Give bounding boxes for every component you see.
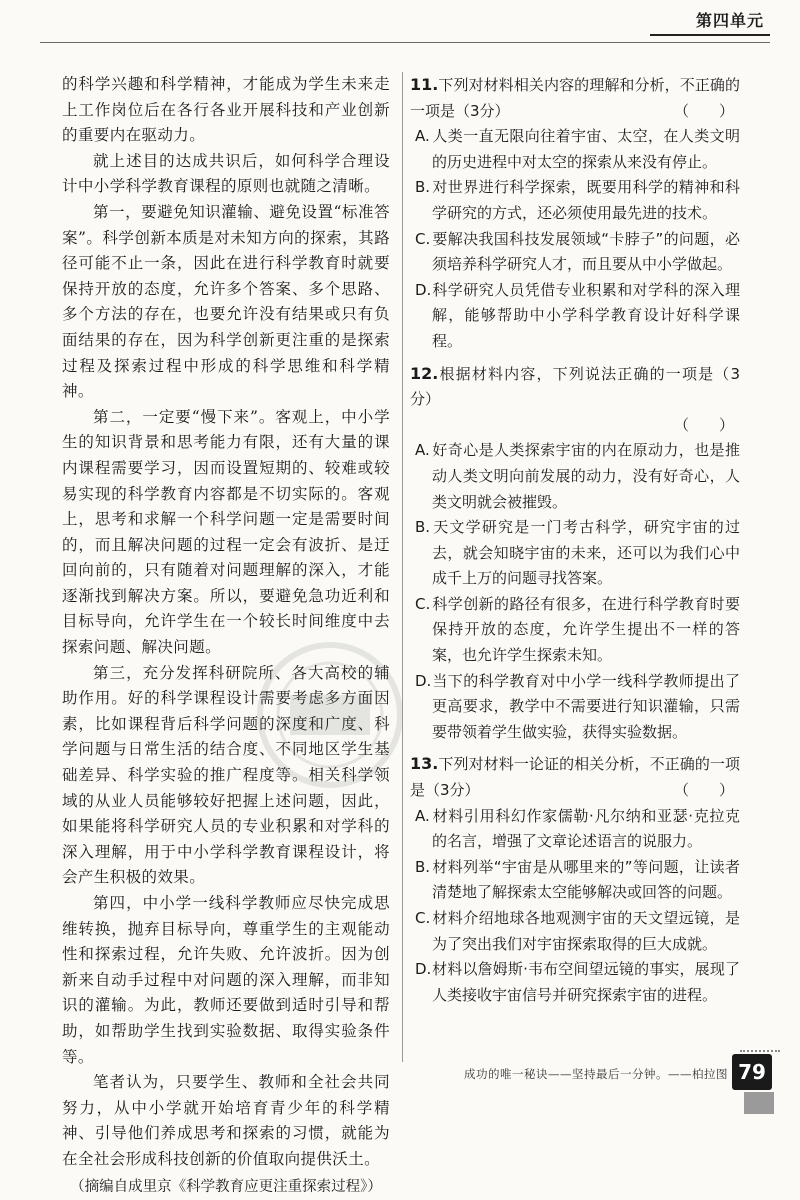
header-accent-rule xyxy=(650,34,770,36)
column-divider xyxy=(402,72,403,1062)
question-number: 12. xyxy=(410,363,439,383)
option-a[interactable] xyxy=(410,804,740,855)
question-number: 11. xyxy=(410,75,439,94)
footer-motto: 成功的唯一秘诀——坚持最后一分钟。——柏拉图 xyxy=(464,1067,728,1081)
option-text: 要解决我国科技发展领域“卡脖子”的问题，必须培养科学研究人才，而且要从中小学做起。 xyxy=(432,229,740,274)
passage-paragraph: 就上述目的达成共识后，如何科学合理设计中小学科学教育课程的原则也就随之清晰。 xyxy=(62,151,390,196)
question-text: 根据材料内容，下列说法正确的一项是（3分） xyxy=(410,364,740,409)
option-text: 材料列举“宇宙是从哪里来的”等问题，让读者清楚地了解探索太空能够解决或回答的问题。 xyxy=(432,857,740,902)
answer-blank[interactable]: （ ） xyxy=(673,101,734,120)
option-c[interactable] xyxy=(410,906,740,957)
option-letter: D. xyxy=(415,960,432,979)
option-text: 当下的科学教育对中小学一线科学教师提出了更高要求，教学中不需要进行知识灌输，只需要带领着学生做实验，获得实验数据。 xyxy=(432,671,740,741)
option-letter: A. xyxy=(415,806,430,825)
unit-header: 第四单元 xyxy=(695,11,764,30)
option-letter: C. xyxy=(415,594,431,613)
option-letter: B. xyxy=(415,178,431,197)
option-c[interactable] xyxy=(410,592,740,669)
answer-blank[interactable]: （ ） xyxy=(673,781,734,800)
option-d[interactable] xyxy=(410,278,740,355)
option-a[interactable] xyxy=(410,124,740,175)
option-letter: B. xyxy=(415,857,431,876)
option-letter: A. xyxy=(415,441,430,460)
passage-paragraph: 第三，充分发挥科研院所、各大高校的辅助作用。好的科学课程设计需要考虑多方面因素，比如课程背后科学问题的深度和广度、科学问题与日常生活的结合度、不同地区学生基础差异、科学实验的推广程度等。相关科学领域的从业人员能够较好把握上述问题，因此，如果能将科学研究人员的专业积累和对学科的深入理解，用于中小学科学教育课程设计，将会产生积极的效果。 xyxy=(62,663,390,887)
passage-source: （摘编自成里京《科学教育应更注重探索过程》） xyxy=(70,1178,382,1195)
option-text: 材料引用科幻作家儒勒·凡尔纳和亚瑟·克拉克的名言，增强了文章论述语言的说服力。 xyxy=(432,806,740,851)
option-b[interactable] xyxy=(410,855,740,906)
option-letter: C. xyxy=(415,229,431,248)
option-text: 科学创新的路径有很多，在进行科学教育时要保持开放的态度，允许学生提出不一样的答案，也允许学生探索未知。 xyxy=(432,594,740,665)
option-d[interactable] xyxy=(410,957,740,1008)
option-text: 对世界进行科学探索，既要用科学的精神和科学研究的方式，还必须使用最先进的技术。 xyxy=(432,178,740,222)
question-stem xyxy=(410,751,740,803)
passage-column xyxy=(62,72,390,1200)
passage-paragraph: 的科学兴趣和科学精神，才能成为学生未来走上工作岗位后在各行各业开展科技和产业创新的重要内在驱动力。 xyxy=(62,75,390,145)
option-text: 好奇心是人类探索宇宙的内在原动力，也是推动人类文明向前发展的动力，没有好奇心，人类文明就会被摧毁。 xyxy=(432,441,740,511)
page-number: 79 xyxy=(732,1054,772,1090)
option-text: 材料以詹姆斯·韦布空间望远镜的事实，展现了人类接收宇宙信号并研究探索宇宙的进程。 xyxy=(432,960,740,1004)
option-b[interactable] xyxy=(410,175,740,226)
option-text: 材料介绍地球各地观测宇宙的天文望远镜，是为了突出我们对宇宙探索取得的巨大成就。 xyxy=(432,909,740,953)
header-rule xyxy=(40,42,770,43)
option-a[interactable] xyxy=(410,438,740,515)
passage-paragraph: 第二，一定要“慢下来”。客观上，中小学生的知识背景和思考能力有限，还有大量的课内课程需要学习，因而设置短期的、较难或较易实现的科学教育内容都是不切实际的。客观上，思考和求解一个科学问题一定是需要时间的，而且解决问题的过程一定会有波折、是迂回向前的，只有随着对问题理解的深入，才能逐渐找到解决方案。所以，要避免急功近利和目标导向，允许学生在一个较长时间维度中去探索问题、解决问题。 xyxy=(62,407,390,657)
question-text: 下列对材料相关内容的理解和分析，不正确的一项是（3分） xyxy=(410,76,740,120)
option-text: 科学研究人员凭借专业积累和对学科的深入理解，能够帮助中小学科学教育设计好科学课程。 xyxy=(432,280,740,350)
passage-paragraph: 第四，中小学一线科学教师应尽快完成思维转换，抛弃目标导向，尊重学生的主观能动性和探索过程，允许失败、允许波折。因为创新来自动手过程中对问题的深入理解，而非知识的灌输。为此，教师还要做到适时引导和帮助，如帮助学生找到实验数据、取得实验条件等。 xyxy=(62,894,390,1066)
option-text: 人类一直无限向往着宇宙、太空，在人类文明的历史进程中对太空的探索从来没有停止。 xyxy=(432,127,740,171)
option-text: 天文学研究是一门考古科学，研究宇宙的过去，就会知晓宇宙的未来，还可以为我们心中成千上万的问题寻找答案。 xyxy=(432,518,740,588)
question-13 xyxy=(410,751,740,1008)
option-letter: D. xyxy=(415,280,432,299)
passage-paragraph: 第一，要避免知识灌输、避免设置“标准答案”。科学创新本质是对未知方向的探索，其路径可能不止一条，因此在进行科学教育时就要保持开放的态度，允许多个答案、多个思路、多个方法的存在，也要允许没有结果或只有负面结果的存在，因为科学创新更注重的是探索过程及探索过程中形成的科学思维和科学精神。 xyxy=(62,202,390,401)
question-stem xyxy=(410,72,740,124)
option-d[interactable] xyxy=(410,669,740,746)
answer-blank[interactable]: （ ） xyxy=(673,415,734,434)
question-text: 下列对材料一论证的相关分析，不正确的一项是（3分） xyxy=(410,755,740,800)
option-letter: C. xyxy=(415,909,431,927)
option-b[interactable] xyxy=(410,515,740,592)
option-letter: D. xyxy=(415,671,432,690)
question-stem xyxy=(410,361,740,413)
corner-decoration xyxy=(744,1092,774,1114)
question-12 xyxy=(410,361,740,746)
option-c[interactable] xyxy=(410,227,740,278)
passage-paragraph: 笔者认为，只要学生、教师和全社会共同努力，从中小学就开始培育青少年的科学精神、引导他们养成思考和探索的习惯，就能为在全社会形成科技创新的价值取向提供沃土。 xyxy=(62,1073,390,1168)
option-letter: B. xyxy=(415,518,431,537)
watermark-seal-icon xyxy=(250,640,410,790)
question-number: 13. xyxy=(410,754,439,774)
option-letter: A. xyxy=(415,127,430,146)
questions-column xyxy=(410,72,740,1014)
question-11 xyxy=(410,72,740,355)
